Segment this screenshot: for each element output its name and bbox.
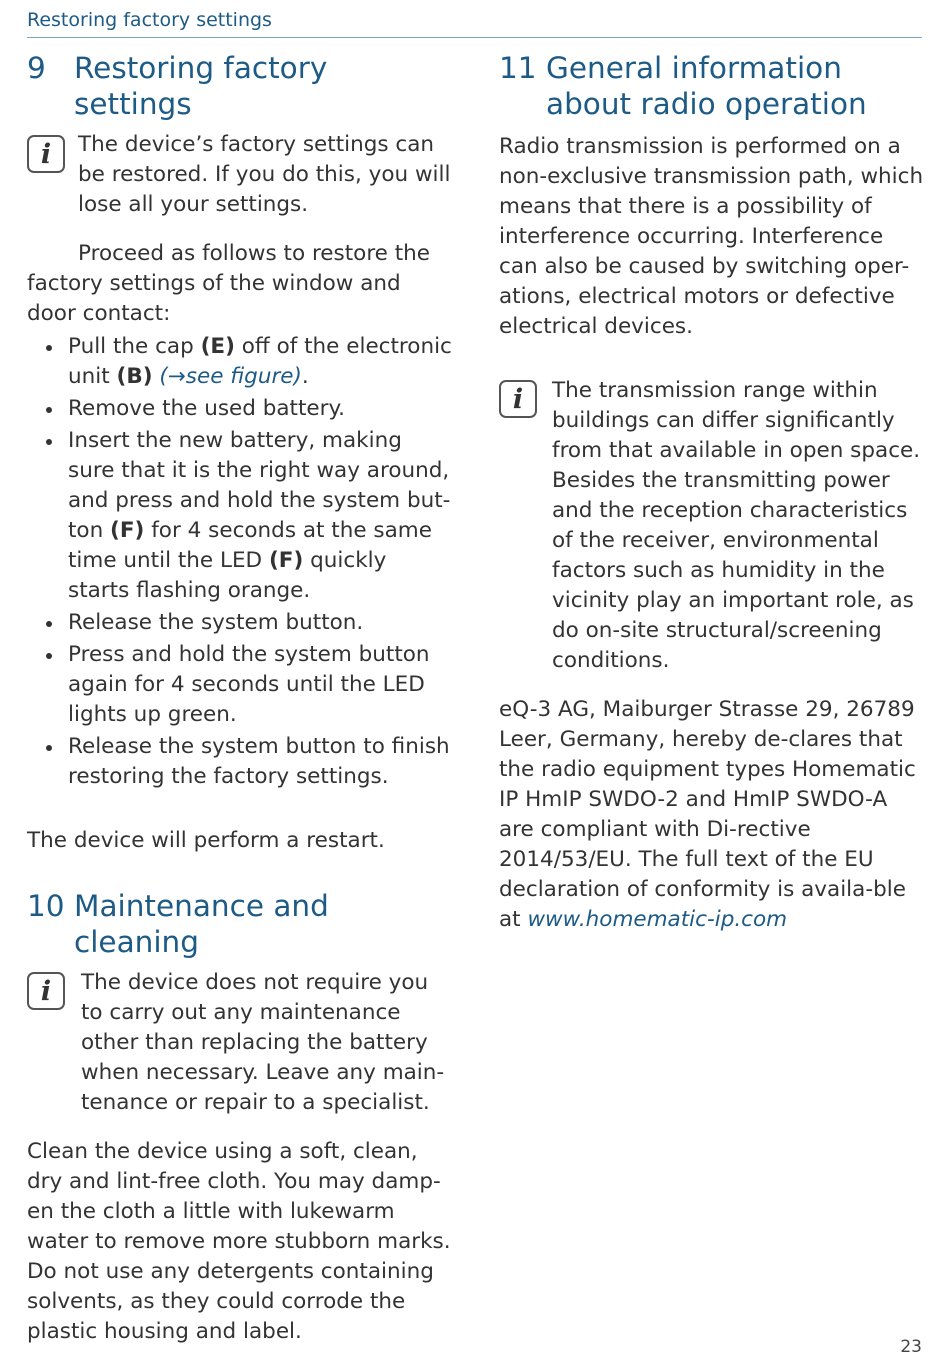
section-11-body: Radio transmission is performed on a non-exclusive transmission path, which means that there is a possibility of interference occurring. Interference can also be caused by switching oper-ations, electrical motors or defective electrical devices.	[499, 134, 924, 339]
section-9-closing: The device will perform a restart.	[27, 828, 385, 853]
section-10-title: Maintenance and cleaning	[74, 889, 329, 959]
info-icon: i	[27, 972, 65, 1010]
page-number: 23	[900, 1337, 922, 1357]
step-item: Press and hold the system button again for 4 seconds until the LED lights up green.	[27, 640, 452, 730]
info-icon: i	[27, 135, 65, 173]
header-rule	[27, 37, 922, 38]
section-9-intro: Proceed as follows to restore the factory settings of the window and door contact:	[27, 241, 431, 326]
section-9-info-note	[27, 130, 452, 220]
step-item: Release the system button.	[27, 608, 452, 638]
homematic-ip-link[interactable]: www.homematic-ip.com	[527, 907, 788, 932]
see-figure-link[interactable]: (→see figure)	[159, 364, 302, 389]
section-11-number: 11	[499, 51, 537, 85]
section-9-note-text: The device’s factory settings can be restored. If you do this, you will lose all your settings.	[78, 132, 451, 217]
info-icon: i	[499, 380, 537, 418]
section-9-heading	[27, 50, 452, 122]
section-10-info-note	[27, 968, 452, 1118]
section-10-body: Clean the device using a soft, clean, dry and lint-free cloth. You may damp-en the cloth a little with lukewarm water to remove more stubborn marks. Do not use any detergents containing solvents, as they could corrode the plastic housing and label.	[27, 1139, 451, 1344]
section-11-declaration: eQ-3 AG, Maiburger Strasse 29, 26789 Leer, Germany, hereby de-clares that the radio equipment types Homematic IP HmIP SWDO-2 and HmIP SWDO-A are compliant with Di-rective 2014/53/EU. The full text of the EU declaration of conformity is availa-ble at www.homematic-ip.com	[499, 697, 916, 932]
section-10-number: 10	[27, 889, 65, 923]
section-9-title: Restoring factory settings	[74, 51, 328, 121]
step-item: Release the system button to finish restoring the factory settings.	[27, 732, 452, 792]
section-11-note-text: The transmission range within buildings can differ significantly from that available in open space. Besides the transmitting power and the reception characteristics of the receiver, environmental factors such as humidity in the vicinity play an important role, as do on-site structural/screening conditions.	[552, 378, 921, 673]
right-column	[499, 50, 924, 935]
running-header: Restoring factory settings	[27, 9, 272, 31]
step-item: Remove the used battery.	[27, 394, 452, 424]
section-9-number: 9	[27, 51, 46, 85]
step-item: Insert the new battery, making sure that it is the right way around, and press and hold the system but-ton (F) for 4 seconds at the same time until the LED (F) quickly starts flashing orange.	[27, 426, 452, 606]
section-11-title: General information about radio operation	[546, 51, 867, 121]
section-11-info-note	[499, 376, 924, 676]
section-10-heading	[27, 888, 452, 960]
section-9-steps	[27, 332, 452, 792]
section-10-note-text: The device does not require you to carry out any maintenance other than replacing the battery when necessary. Leave any main-tenance or repair to a specialist.	[81, 970, 445, 1115]
step-item: Pull the cap (E) off of the electronic unit (B) (→see figure).	[27, 332, 452, 392]
left-column	[27, 50, 452, 1347]
section-11-heading	[499, 50, 924, 122]
